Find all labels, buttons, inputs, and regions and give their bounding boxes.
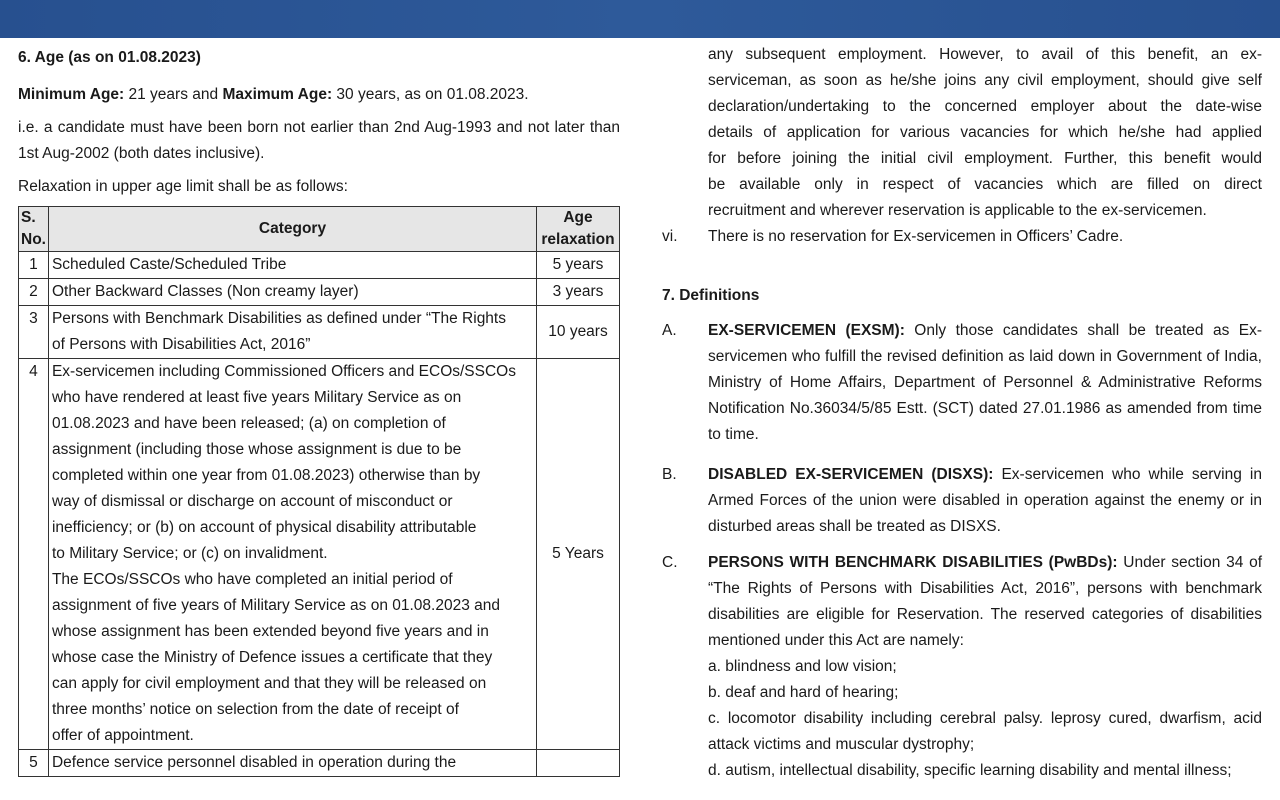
category-line: three months’ notice on selection from the date of receipt of (51, 701, 459, 718)
category-line: Ex-servicemen including Commissioned Officers and ECOs/SSCOs (51, 363, 516, 380)
row-sno: 5 (19, 750, 49, 777)
continued-paragraph (662, 42, 1262, 224)
row-category (48, 750, 536, 777)
row-category (48, 279, 536, 306)
category-line: Scheduled Caste/Scheduled Tribe (51, 256, 287, 273)
paragraph-line: recruitment and wherever reservation is applicable to the ex-servicemen. (708, 202, 1207, 219)
definition-text: PERSONS WITH BENCHMARK DISABILITIES (PwBDs): Under section 34 of “The Rights of Persons with Disabilities Act, 2016”, persons with benchmark disabilities are eligible for Reservation. The reserved categories of disabilities mentioned under this Act are namely: a. blindness and low vision; b. deaf and hard of hearing; c. locomotor disability including cerebral palsy. leprosy cured, dwarfism, acid attack victims and muscular dystrophy; d. autism, intellectual disability, specific learning disability and mental illness; (708, 550, 1262, 784)
category-line: who have rendered at least five years Military Service as on (51, 389, 462, 406)
category-line: to Military Service; or (c) on invalidment. (51, 545, 328, 562)
row-relaxation: 5 years (537, 252, 620, 279)
definition-c (662, 550, 1262, 784)
header-sno: S. No. (19, 207, 49, 252)
list-item: d. autism, intellectual disability, specific learning disability and mental illness; (708, 762, 1232, 779)
category-line: can apply for civil employment and that they will be released on (51, 675, 487, 692)
category-line: assignment (including those whose assignment is due to be (51, 441, 462, 458)
category-line: completed within one year from 01.08.2023) otherwise than by (51, 467, 481, 484)
table-row (19, 279, 620, 306)
table-row (19, 359, 620, 750)
row-sno: 3 (19, 306, 49, 359)
category-line: 01.08.2023 and have been released; (a) on completion of (51, 415, 446, 432)
paragraph-line: any subsequent employment. However, to avail of this benefit, an ex- (708, 46, 1262, 63)
list-item-text: There is no reservation for Ex-servicemen in Officers’ Cadre. (708, 228, 1124, 245)
row-category (48, 359, 536, 750)
list-marker: vi. (662, 228, 678, 245)
row-relaxation (537, 750, 620, 777)
paragraph-line: serviceman, as soon as he/she joins any civil employment, should give self (708, 72, 1262, 89)
table-row (19, 252, 620, 279)
category-line: inefficiency; or (b) on account of physical disability attributable (51, 519, 477, 536)
header-category: Category (48, 207, 536, 252)
category-line: Other Backward Classes (Non creamy layer) (51, 283, 359, 300)
left-column (18, 46, 620, 777)
category-line: whose case the Ministry of Defence issues a certificate that they (51, 649, 493, 666)
table-header-row (19, 207, 620, 252)
header-relaxation: Age relaxation (537, 207, 620, 252)
category-line: Persons with Benchmark Disabilities as defined under “The Rights (51, 310, 506, 327)
row-category (48, 252, 536, 279)
category-line: The ECOs/SSCOs who have completed an initial period of (51, 571, 453, 588)
row-sno: 4 (19, 359, 49, 750)
paragraph-line: for before joining the initial civil employment. Further, this benefit would (708, 150, 1262, 167)
paragraph-line: declaration/undertaking to the concerned employer about the date-wise (708, 98, 1262, 115)
table-row (19, 306, 620, 359)
definition-marker: A. (662, 322, 677, 339)
category-line: whose assignment has been extended beyond five years and in (51, 623, 489, 640)
list-item: b. deaf and hard of hearing; (708, 684, 899, 701)
viewer-top-bar (0, 0, 1280, 38)
row-relaxation: 5 Years (537, 359, 620, 750)
definition-text: DISABLED EX-SERVICEMEN (DISXS): Ex-servicemen who while serving in Armed Forces of the union were disabled in operation against the enemy or in disturbed areas shall be treated as DISXS. (708, 466, 1262, 535)
list-item-vi (662, 224, 1262, 250)
row-relaxation: 3 years (537, 279, 620, 306)
row-relaxation: 10 years (537, 306, 620, 359)
paragraph-line: be available only in respect of vacancies which are filled on direct (708, 176, 1262, 193)
age-limits-line: Minimum Age: 21 years and Maximum Age: 30 years, as on 01.08.2023. (18, 86, 529, 103)
relaxation-intro: Relaxation in upper age limit shall be as follows: (18, 178, 348, 195)
category-line: assignment of five years of Military Service as on 01.08.2023 and (51, 597, 500, 614)
definition-b (662, 462, 1262, 540)
category-line: of Persons with Disabilities Act, 2016” (51, 336, 311, 353)
definition-marker: C. (662, 554, 678, 571)
table-body (19, 252, 620, 777)
definition-text: EX-SERVICEMEN (EXSM): Only those candidates shall be treated as Ex-servicemen who fulfill the revised definition as laid down in Government of India, Ministry of Home Affairs, Department of Personnel & Administrative Reforms Notification No.36034/5/85 Estt. (SCT) dated 27.01.1986 as amended from time to time. (708, 322, 1262, 443)
category-line: offer of appointment. (51, 727, 194, 744)
row-sno: 2 (19, 279, 49, 306)
category-line: Defence service personnel disabled in operation during the (51, 754, 457, 771)
category-line: way of dismissal or discharge on account of misconduct or (51, 493, 453, 510)
row-sno: 1 (19, 252, 49, 279)
section-title-definitions: 7. Definitions (662, 287, 760, 304)
definition-a (662, 318, 1262, 448)
list-item: a. blindness and low vision; (708, 658, 897, 675)
disability-list (708, 654, 1262, 784)
section-title-age: 6. Age (as on 01.08.2023) (18, 49, 201, 66)
age-relaxation-table (18, 206, 620, 777)
paragraph-line: details of application for various vacancies for which he/she had applied (708, 124, 1262, 141)
definition-marker: B. (662, 466, 677, 483)
table-row (19, 750, 620, 777)
list-item: c. locomotor disability including cerebral palsy. leprosy cured, dwarfism, acid attack victims and muscular dystrophy; (708, 710, 1262, 753)
row-category (48, 306, 536, 359)
right-column (662, 42, 1262, 784)
birth-date-text: i.e. a candidate must have been born not earlier than 2nd Aug-1993 and not later than 1st Aug-2002 (both dates inclusive). (18, 119, 620, 162)
